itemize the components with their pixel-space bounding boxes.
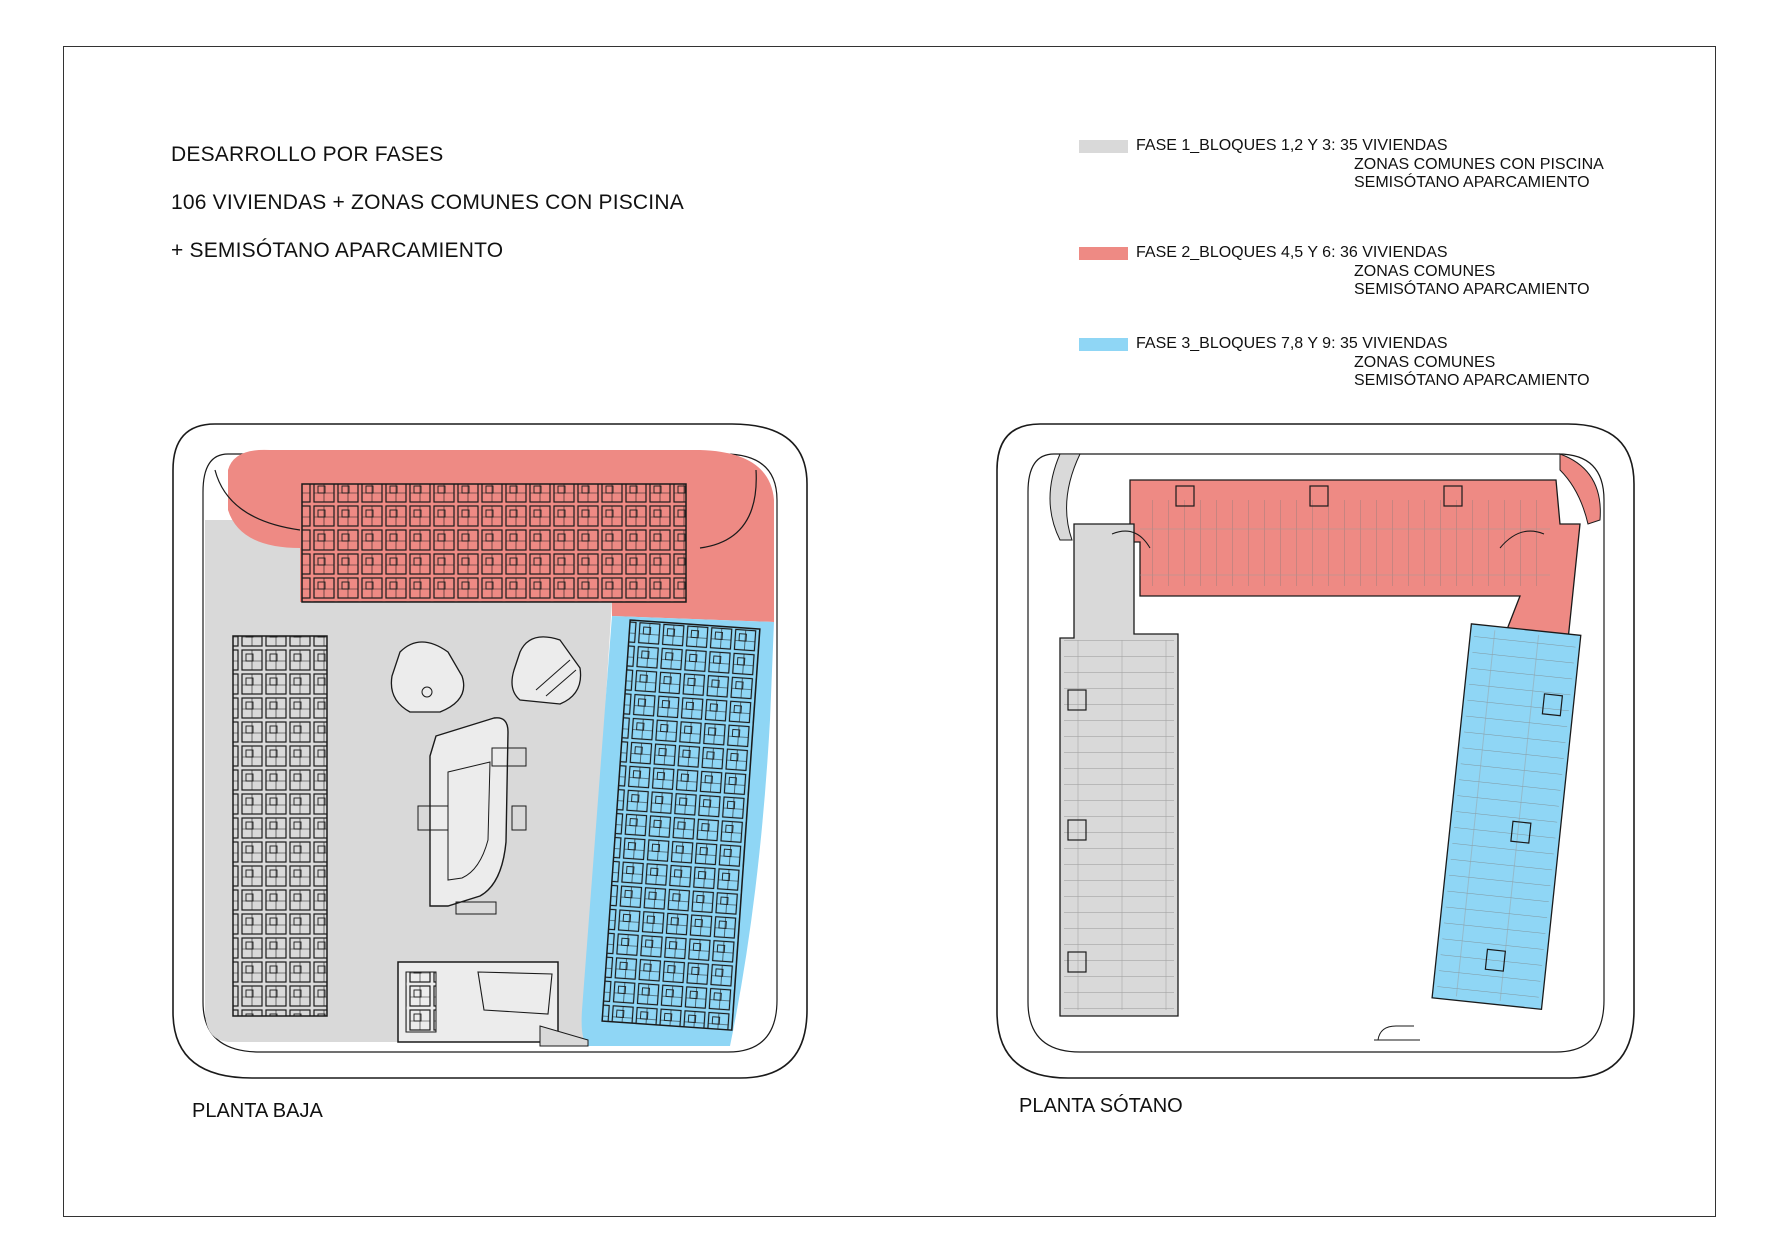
ground-floor-plan xyxy=(173,424,807,1078)
legend-label-phase2: FASE 2_BLOQUES 4,5 Y 6: 36 VIVIENDAS xyxy=(1136,244,1448,261)
ground-floor-label: PLANTA BAJA xyxy=(192,1100,323,1122)
legend-line-phase2-b: SEMISÓTANO APARCAMIENTO xyxy=(1354,281,1590,298)
basement-plan xyxy=(997,424,1634,1078)
page-title: DESARROLLO POR FASES xyxy=(171,143,444,166)
subtitle-parking: + SEMISÓTANO APARCAMIENTO xyxy=(171,239,504,262)
basement-label: PLANTA SÓTANO xyxy=(1019,1095,1183,1117)
legend-line-phase3-b: SEMISÓTANO APARCAMIENTO xyxy=(1354,372,1590,389)
legend-line-phase3-a: ZONAS COMUNES xyxy=(1354,354,1496,371)
legend-line-phase1-b: SEMISÓTANO APARCAMIENTO xyxy=(1354,174,1590,191)
legend-label-phase1: FASE 1_BLOQUES 1,2 Y 3: 35 VIVIENDAS xyxy=(1136,137,1448,154)
legend-line-phase2-a: ZONAS COMUNES xyxy=(1354,263,1496,280)
legend-line-phase1-a: ZONAS COMUNES CON PISCINA xyxy=(1354,156,1604,173)
subtitle-dwellings: 106 VIVIENDAS + ZONAS COMUNES CON PISCINA xyxy=(171,191,684,214)
legend-label-phase3: FASE 3_BLOQUES 7,8 Y 9: 35 VIVIENDAS xyxy=(1136,335,1448,352)
